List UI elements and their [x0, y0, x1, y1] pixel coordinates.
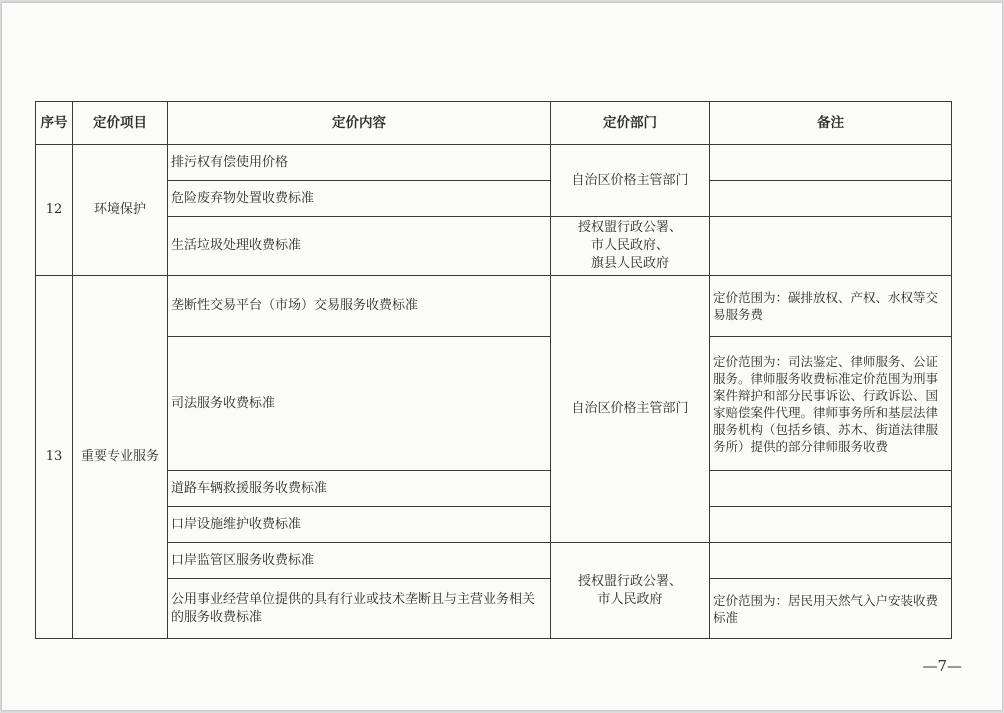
note-cell — [710, 145, 952, 181]
note-cell — [710, 507, 952, 543]
note-cell: 定价范围为：碳排放权、产权、水权等交易服务费 — [710, 276, 952, 337]
note-cell — [710, 217, 952, 276]
document-page — [2, 3, 1002, 710]
item-cell: 环境保护 — [73, 145, 168, 276]
page-number: —7— — [922, 657, 962, 675]
table-row — [36, 181, 952, 217]
header-content: 定价内容 — [168, 102, 551, 145]
table-row — [36, 579, 952, 639]
table-row — [36, 507, 952, 543]
content-cell: 道路车辆救援服务收费标准 — [168, 471, 551, 507]
header-seq: 序号 — [36, 102, 73, 145]
note-cell — [710, 543, 952, 579]
item-cell: 重要专业服务 — [73, 276, 168, 639]
note-cell — [710, 471, 952, 507]
content-cell: 垄断性交易平台（市场）交易服务收费标准 — [168, 276, 551, 337]
header-item: 定价项目 — [73, 102, 168, 145]
table-row — [36, 276, 952, 337]
header-dept: 定价部门 — [551, 102, 710, 145]
table-header-row — [36, 102, 952, 145]
note-cell: 定价范围为：居民用天然气入户安装收费标准 — [710, 579, 952, 639]
content-cell: 公用事业经营单位提供的具有行业或技术垄断且与主营业务相关的服务收费标准 — [168, 579, 551, 639]
content-cell: 排污权有偿使用价格 — [168, 145, 551, 181]
header-note: 备注 — [710, 102, 952, 145]
table-row — [36, 543, 952, 579]
note-cell — [710, 181, 952, 217]
dept-cell: 授权盟行政公署、 市人民政府 — [551, 543, 710, 639]
content-cell: 生活垃圾处理收费标准 — [168, 217, 551, 276]
dept-cell: 授权盟行政公署、 市人民政府、 旗县人民政府 — [551, 217, 710, 276]
seq-cell: 13 — [36, 276, 73, 639]
dept-cell: 自治区价格主管部门 — [551, 145, 710, 217]
dept-cell: 自治区价格主管部门 — [551, 276, 710, 543]
note-cell: 定价范围为：司法鉴定、律师服务、公证服务。律师服务收费标准定价范围为刑事案件辩护和部分民事诉讼、行政诉讼、国家赔偿案件代理。律师事务所和基层法律服务机构（包括乡镇、苏木、街道法律服务所）提供的部分律师服务收费 — [710, 337, 952, 471]
table-row — [36, 471, 952, 507]
content-cell: 司法服务收费标准 — [168, 337, 551, 471]
seq-cell: 12 — [36, 145, 73, 276]
pricing-table — [35, 101, 952, 639]
content-cell: 危险废弃物处置收费标准 — [168, 181, 551, 217]
table-row — [36, 337, 952, 471]
content-cell: 口岸监管区服务收费标准 — [168, 543, 551, 579]
table-row — [36, 217, 952, 276]
table-row — [36, 145, 952, 181]
content-cell: 口岸设施维护收费标准 — [168, 507, 551, 543]
